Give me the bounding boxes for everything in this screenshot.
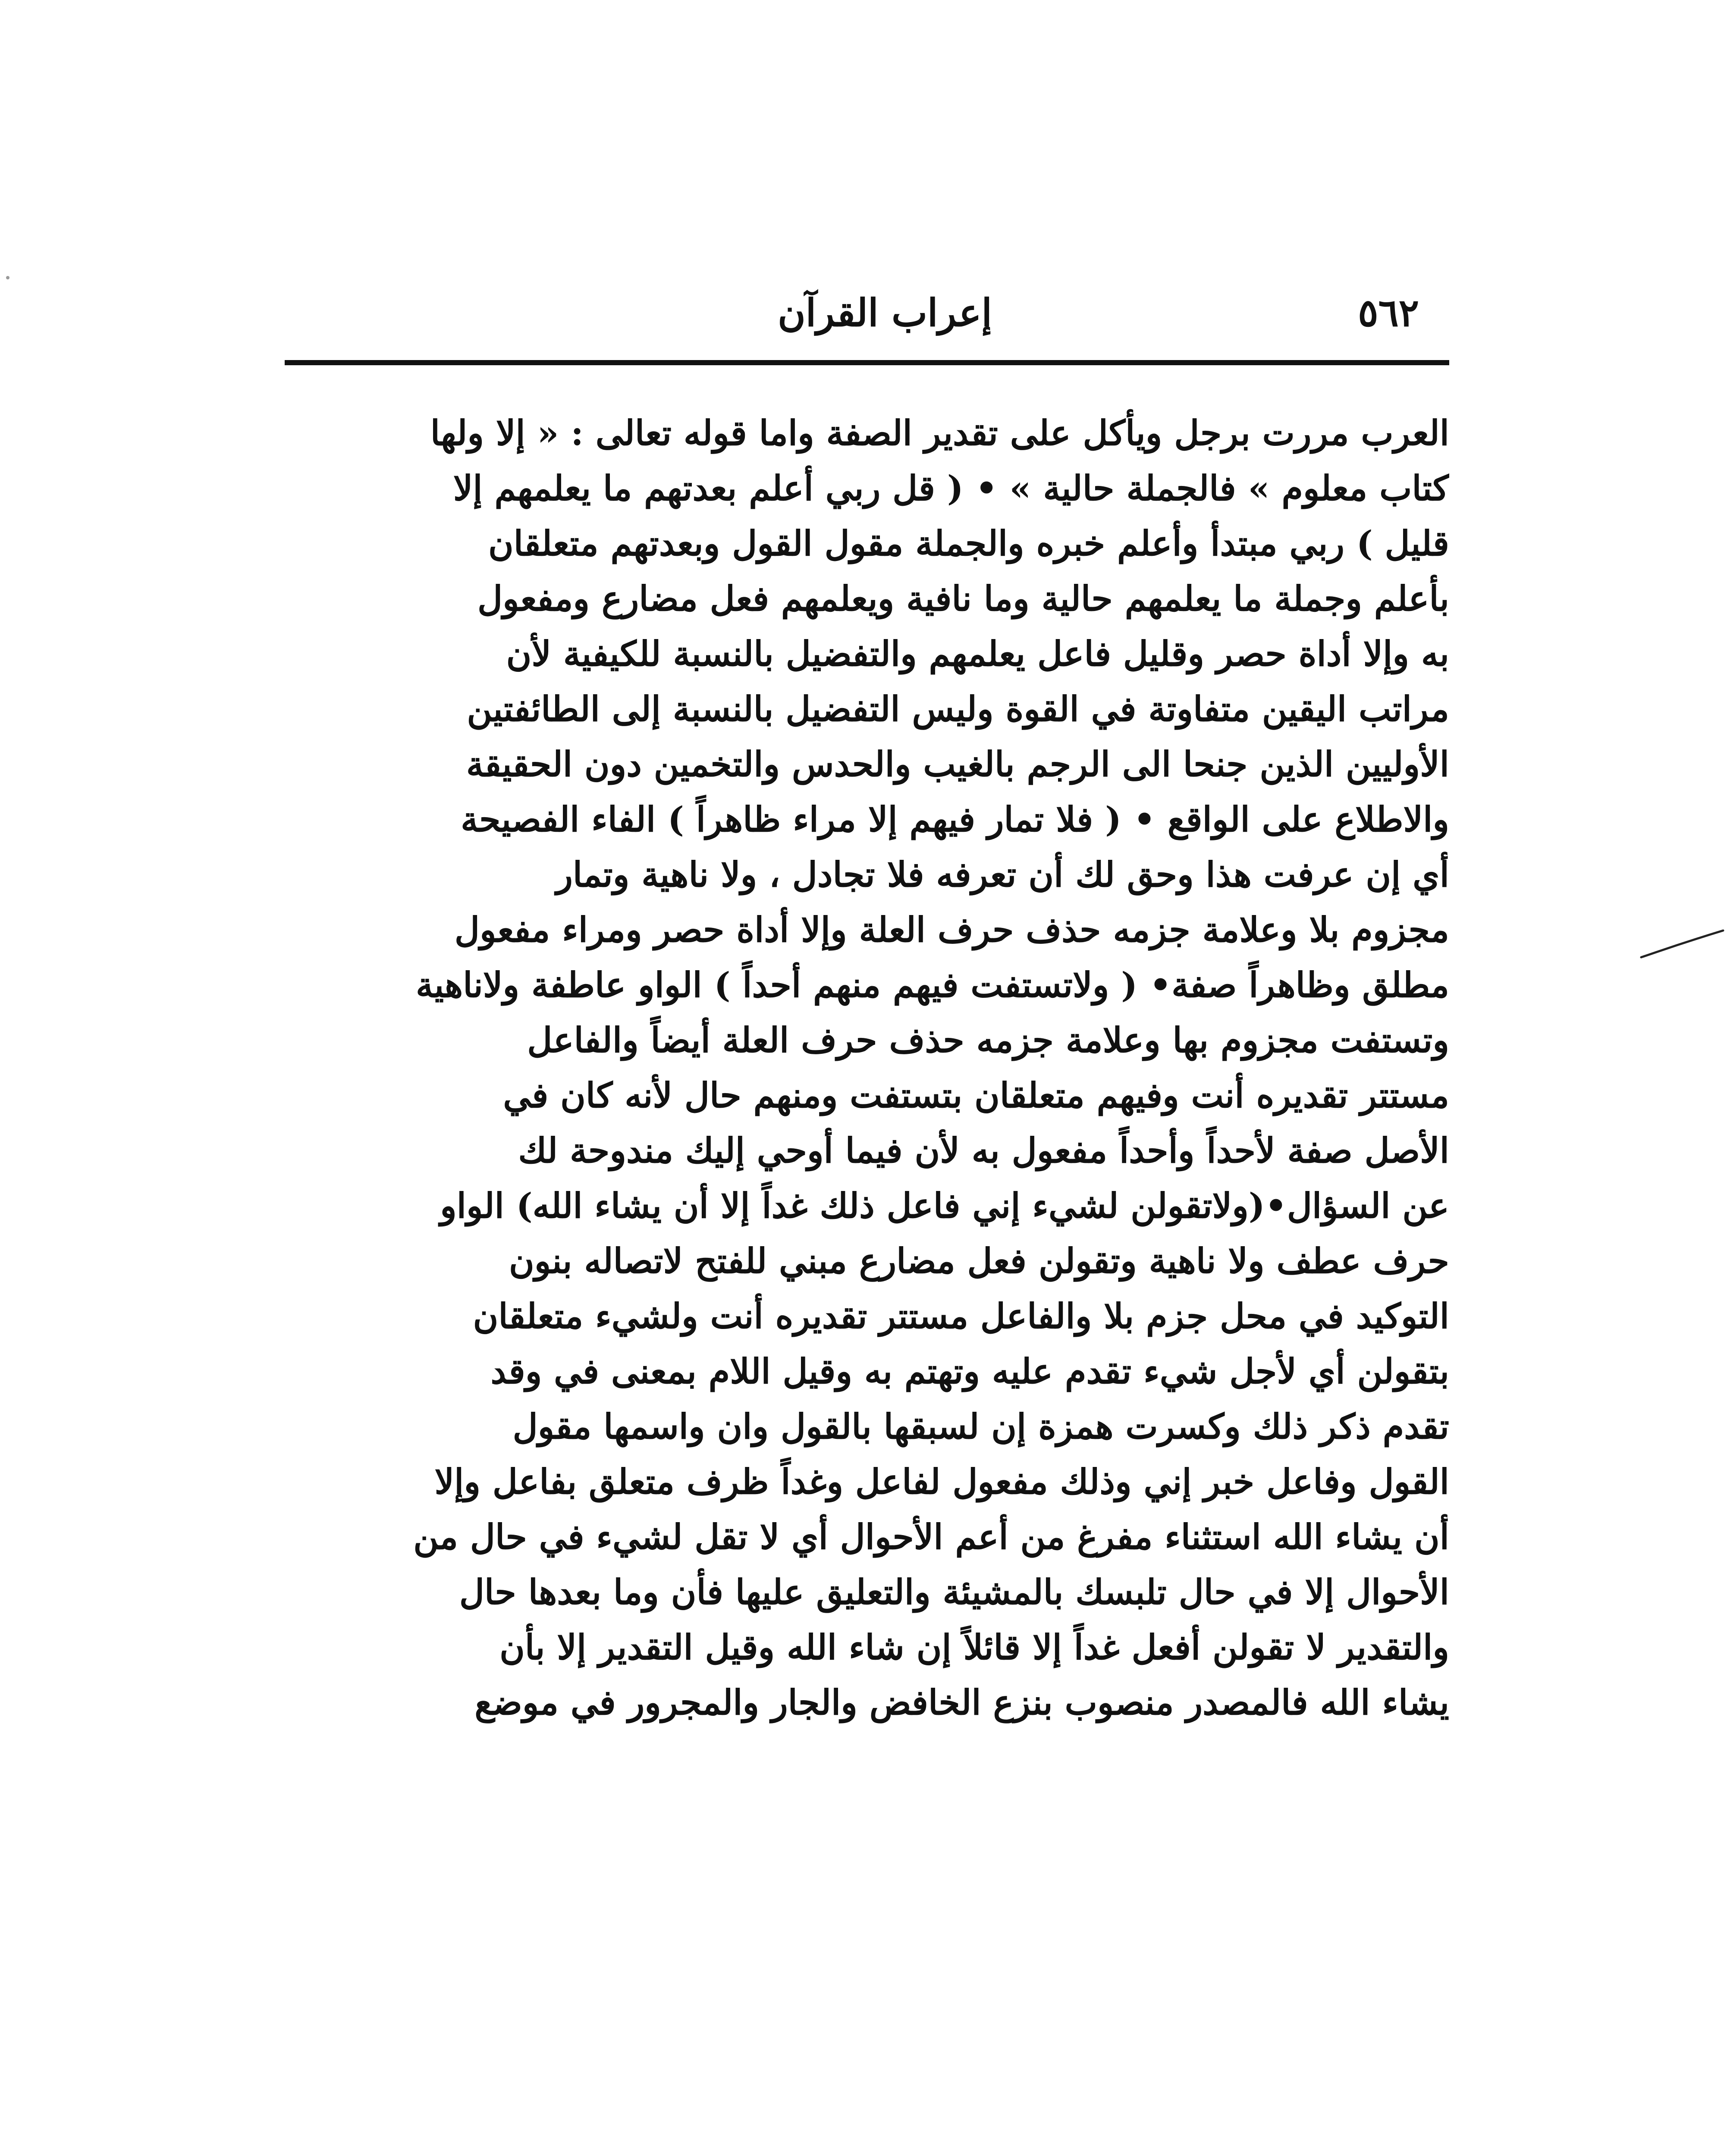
running-header [285,285,1449,341]
text-line: مجزوم بلا وعلامة جزمه حذف حرف العلة وإلا أداة حصر ومراء مفعول [454,909,1449,950]
text-line: الأوليين الذين جنحا الى الرجم بالغيب والحدس والتخمين دون الحقيقة [466,744,1449,784]
scan-speck [6,276,9,279]
page-number: ٥٦٢ [1358,290,1419,335]
text-line: تقدم ذكر ذلك وكسرت همزة إن لسبقها بالقول وان واسمها مقول [512,1406,1449,1447]
text-line: أي إن عرفت هذا وحق لك أن تعرفه فلا تجادل ، ولا ناهية وتمار [556,854,1449,895]
text-line: القول وفاعل خبر إني وذلك مفعول لفاعل وغداً ظرف متعلق بفاعل وإلا [434,1461,1449,1502]
text-line: وتستفت مجزوم بها وعلامة جزمه حذف حرف العلة أيضاً والفاعل [527,1020,1449,1060]
body-text [285,405,1449,1730]
text-line: والتقدير لا تقولن أفعل غداً إلا قائلاً إن شاء الله وقيل التقدير إلا بأن [499,1627,1449,1667]
header-divider [285,360,1449,365]
text-line: بتقولن أي لأجل شيء تقدم عليه وتهتم به وقيل اللام بمعنى في وقد [490,1351,1449,1391]
text-line: مستتر تقديره أنت وفيهم متعلقان بتستفت ومنهم حال لأنه كان في [503,1075,1449,1116]
text-line: أن يشاء الله استثناء مفرغ من أعم الأحوال أي لا تقل لشيء في حال من [413,1517,1449,1557]
text-line: قليل ) ربي مبتدأ وأعلم خبره والجملة مقول القول وبعدتهم متعلقان [488,523,1449,564]
text-line: به وإلا أداة حصر وقليل فاعل يعلمهم والتفضيل بالنسبة للكيفية لأن [506,633,1449,674]
text-line: التوكيد في محل جزم بلا والفاعل مستتر تقديره أنت ولشيء متعلقان [473,1296,1449,1336]
text-line: العرب مررت برجل ويأكل على تقدير الصفة واما قوله تعالى : « إلا ولها [430,413,1449,453]
text-line: الأحوال إلا في حال تلبسك بالمشيئة والتعليق عليها فأن وما بعدها حال [459,1572,1449,1612]
text-line: الأصل صفة لأحداً وأحداً مفعول به لأن فيما أوحي إليك مندوحة لك [518,1130,1449,1171]
text-line: مراتب اليقين متفاوتة في القوة وليس التفضيل بالنسبة إلى الطائفتين [467,689,1449,729]
text-line: بأعلم وجملة ما يعلمهم حالية وما نافية ويعلمهم فعل مضارع ومفعول [477,578,1449,619]
text-line: عن السؤال•(ولاتقولن لشيء إني فاعل ذلك غداً إلا أن يشاء الله) الواو [440,1185,1449,1226]
text-line: كتاب معلوم » فالجملة حالية » • ( قل ربي أعلم بعدتهم ما يعلمهم إلا [453,468,1449,508]
margin-pen-stroke [1639,927,1725,962]
book-title: إعراب القرآن [778,290,992,335]
text-line: حرف عطف ولا ناهية وتقولن فعل مضارع مبني للفتح لاتصاله بنون [509,1241,1449,1281]
text-line: يشاء الله فالمصدر منصوب بنزع الخافض والجار والمجرور في موضع [474,1682,1449,1723]
text-line: والاطلاع على الواقع • ( فلا تمار فيهم إلا مراء ظاهراً ) الفاء الفصيحة [461,799,1449,840]
text-line: مطلق وظاهراً صفة• ( ولاتستفت فيهم منهم أحداً ) الواو عاطفة ولاناهية [415,965,1449,1005]
